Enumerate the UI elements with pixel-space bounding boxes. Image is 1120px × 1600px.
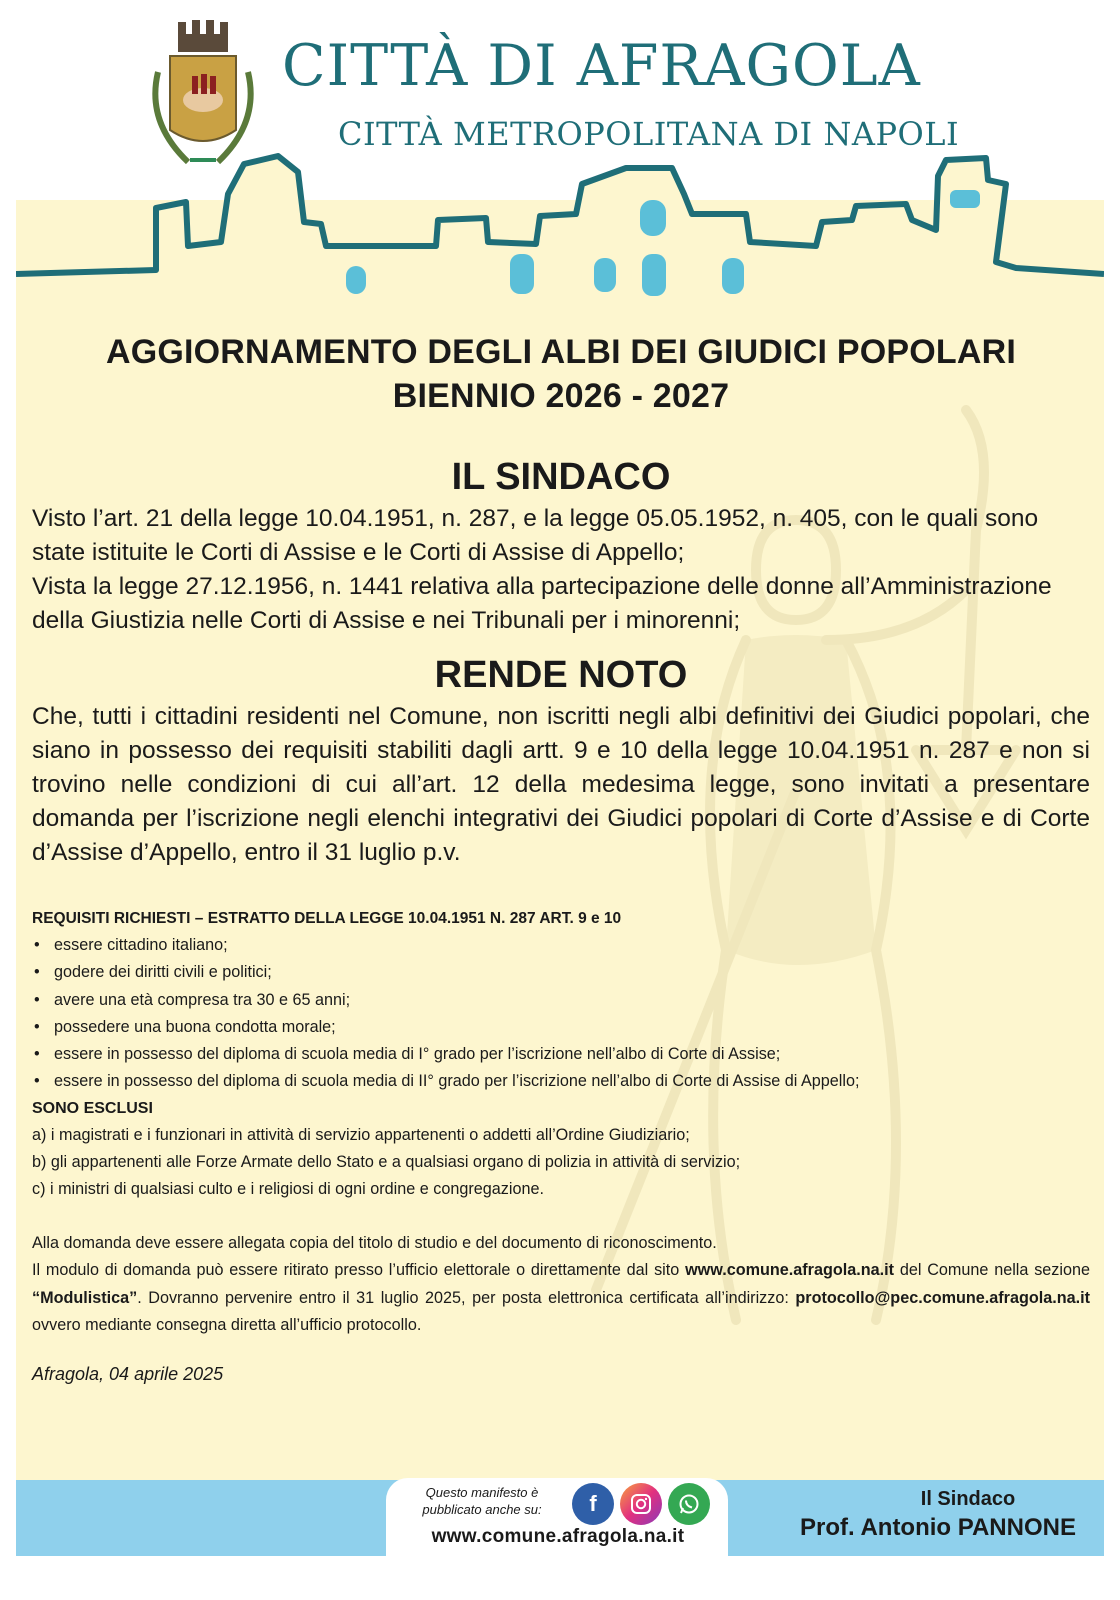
modulistica-section: “Modulistica” (32, 1288, 138, 1307)
title-line-1: AGGIORNAMENTO DEGLI ALBI DEI GIUDICI POPOLARI (105, 333, 1017, 371)
footer-website-link[interactable]: www.comune.afragola.na.it (431, 1526, 685, 1547)
notes (32, 1230, 1090, 1340)
requisiti-heading: REQUISITI RICHIESTI – ESTRATTO DELLA LEGGE 10.04.1951 N. 287 ART. 9 e 10 (32, 910, 622, 927)
requisiti-item: • essere in possesso del diploma di scuola media di I° grado per l’iscrizione nell’albo di Corte di Assise; (32, 1041, 1090, 1068)
title-line-2: BIENNIO 2026 - 2027 (392, 377, 730, 415)
esclusi-item: a) i magistrati e i funzionari in attività di servizio appartenenti o addetti all’Ordine Giudiziario; (32, 1125, 690, 1144)
esclusi-item: c) i ministri di qualsiasi culto e i religiosi di ogni ordine e congregazione. (32, 1180, 544, 1199)
sindaco-heading: IL SINDACO (451, 456, 671, 498)
rende-noto-heading: RENDE NOTO (434, 654, 688, 696)
city-name: CITTÀ DI AFRAGOLA (282, 33, 921, 99)
notice-date: Afragola, 04 aprile 2025 (32, 1363, 224, 1384)
rende-noto-paragraph: Che, tutti i cittadini residenti nel Comune, non iscritti negli albi definitivi dei Giudici popolari, che siano in possesso dei requisiti stabiliti dagli artt. 9 e 10 della legge 10.04.1951 n. 287 e non si trovino nelle condizioni di cui all’art. 12 della medesima legge, sono invitati a presentare domanda per l’iscrizione negli elenchi integrativi dei Giudici popolari di Corte d’Assise e di Corte d’Assise d’Appello, entro il 31 luglio p.v. (32, 703, 1090, 866)
notes-text-c: . Dovranno pervenire entro il 31 luglio 2025, per posta elettronica certificata all’indirizzo: (137, 1288, 796, 1307)
website-link[interactable]: www.comune.afragola.na.it (685, 1261, 895, 1280)
whatsapp-icon[interactable] (668, 1483, 710, 1525)
poster (16, 0, 1104, 1600)
esclusi-heading: SONO ESCLUSI (32, 1099, 153, 1117)
pec-email-link[interactable]: protocollo@pec.comune.afragola.na.it (795, 1288, 1090, 1307)
signature-role: Il Sindaco (920, 1488, 1016, 1510)
sindaco-visto-2: Vista la legge 27.12.1956, n. 1441 relativa alla partecipazione delle donne all’Amministrazione della Giustizia nelle Corti di Assise e nei Tribunali per i minorenni; (32, 573, 1052, 634)
sindaco-visto-1: Visto l’art. 21 della legge 10.04.1951, n. 287, e la legge 05.05.1952, n. 405, con le quali sono state istituite le Corti di Assise e le Corti di Assise di Appello; (32, 505, 1039, 566)
requisiti-item: • possedere una buona condotta morale; (32, 1014, 1090, 1041)
requisiti-item: • godere dei diritti civili e politici; (32, 959, 1090, 986)
main-content (32, 330, 1090, 1385)
notes-submission (32, 1257, 1090, 1340)
city-subtitle: CITTÀ METROPOLITANA DI NAPOLI (338, 115, 960, 153)
signature-name: Prof. Antonio PANNONE (800, 1514, 1076, 1541)
esclusi-list (32, 1122, 1090, 1204)
notes-text-b: del Comune nella sezione (894, 1261, 1090, 1280)
city-crest-icon (128, 12, 278, 180)
requisiti-item: • essere in possesso del diploma di scuola media di II° grado per l’iscrizione nell’albo di Corte di Assise di Appello; (32, 1068, 1090, 1095)
esclusi-item: b) gli appartenenti alle Forze Armate dello Stato e a qualsiasi organo di polizia in attività di servizio; (32, 1153, 741, 1172)
notice-title (32, 330, 1090, 418)
facebook-icon[interactable]: f (572, 1483, 614, 1525)
footer-note: Questo manifesto è pubblicato anche su: (422, 1485, 542, 1517)
requisiti-item: • avere una età compresa tra 30 e 65 anni; (32, 987, 1090, 1014)
sindaco-paragraph (32, 502, 1090, 638)
notes-text-d: ovvero mediante consegna diretta all’ufficio protocollo. (32, 1316, 422, 1335)
requisiti-item: • essere cittadino italiano; (32, 932, 1090, 959)
notes-attachment: Alla domanda deve essere allegata copia del titolo di studio e del documento di riconoscimento. (32, 1233, 717, 1252)
instagram-icon[interactable] (620, 1483, 662, 1525)
requisiti-list (32, 932, 1090, 1096)
notes-text-a: Il modulo di domanda può essere ritirato presso l’ufficio elettorale o direttamente dal sito (32, 1261, 686, 1280)
